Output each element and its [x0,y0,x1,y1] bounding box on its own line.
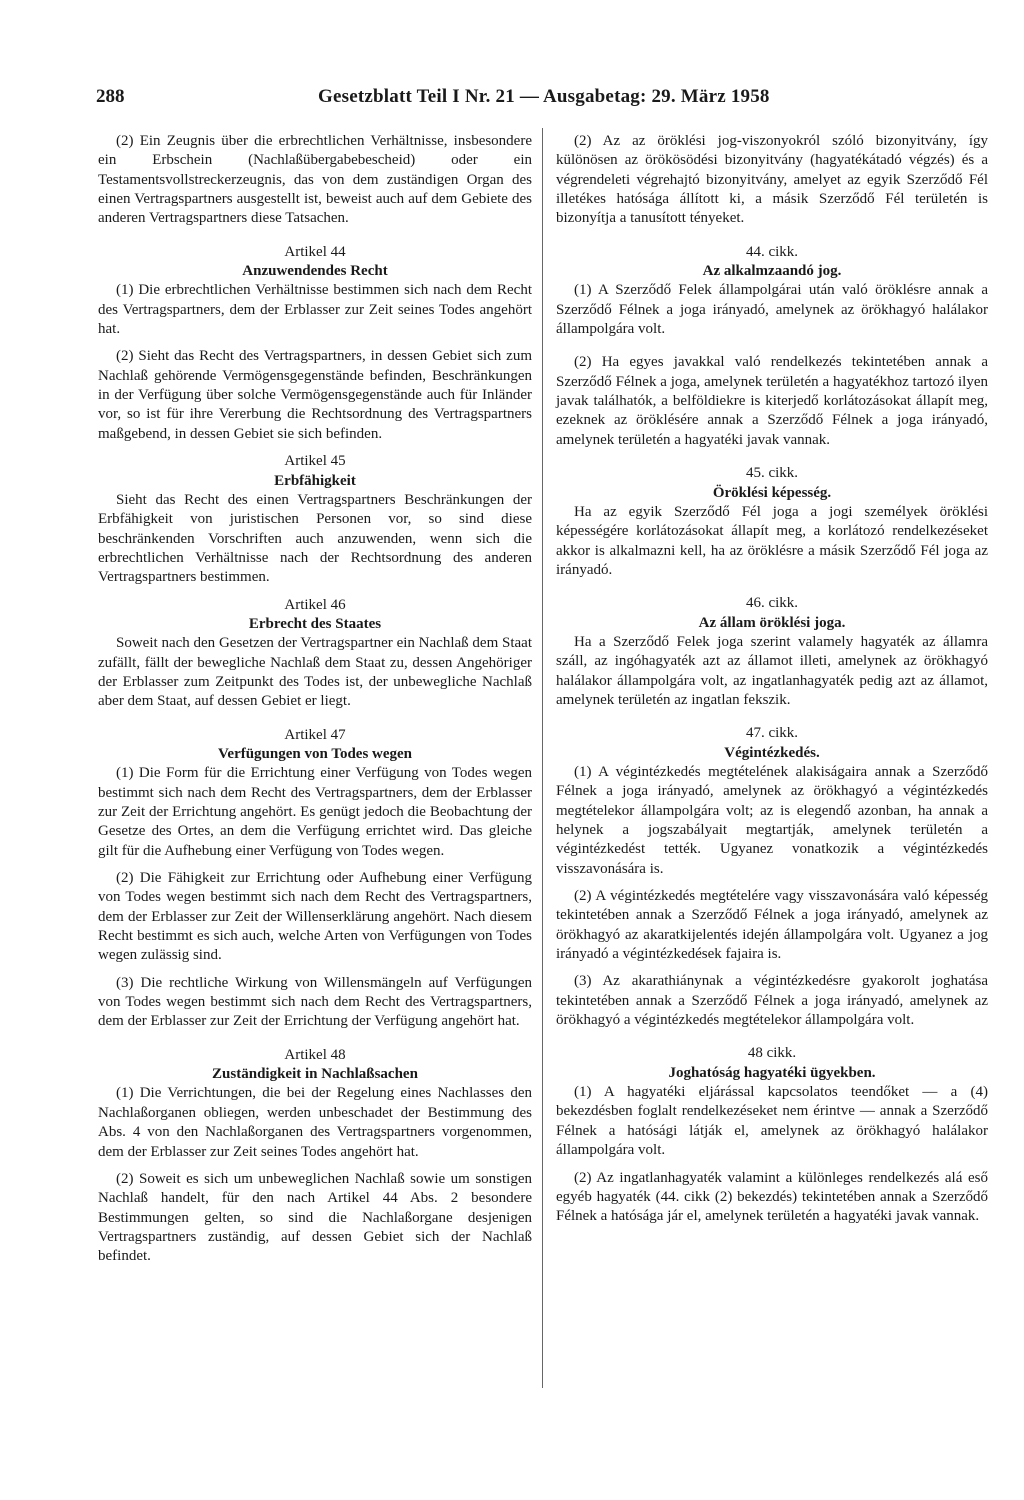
article-number: Artikel 44 [284,243,346,260]
paragraph: Ha az egyik Szerződő Fél joga a jogi személyek öröklési képességére korlátozásokat állapít meg, a korlátozó rendelkezéseket akkor is alkalmazni kell, ha az öröklésre a másik Szerződő Fél joga az irányadó. [556,503,988,578]
article-title: Erbfähigkeit [274,472,356,489]
paragraph: Ha a Szerződő Felek joga szerint valamely hagyaték az államra száll, az ingóhagyaték azt az államot illeti, amelynek az örökhagyó halálakor állampolgára volt, az ingatlanhagyaték pedig azt az államot, amelynek területén az ingatlan fekszik. [556,633,988,708]
paragraph: (3) Die rechtliche Wirkung von Willensmängeln auf Verfügungen von Todes wegen bestimmt sich nach dem Recht des Vertragspartners, dem der Erblasser zur Zeit der Errichtung der Verfügung angehört hat. [98,974,532,1030]
paragraph: (1) A hagyatéki eljárással kapcsolatos teendőket — a (4) bekezdésben foglalt rendelkezéseket nem érintve — annak a Szerződő Félnek a hatósági látják el, amelynek az örökhagyó halálakor állampolgára volt. [556,1084,988,1159]
page-header [96,86,948,112]
hungarian-column [556,132,988,1227]
article-number: 44. cikk. [745,243,799,260]
article-title: Anzuwendendes Recht [242,263,388,280]
article-number: 48 cikk. [747,1045,797,1062]
gazette-title: Gesetzblatt Teil I Nr. 21 — Ausgabetag: 29. März 1958 [318,86,770,107]
article-title: Az alkalmzaandó jog. [702,263,842,280]
article-number: Artikel 45 [284,453,346,470]
paragraph: (2) Die Fähigkeit zur Errichtung oder Aufhebung einer Verfügung von Todes wegen bestimmt sich nach dem Recht des Vertragspartners, dem der Erblasser zur Zeit der Willenserklärung angehört. Nach diesem Recht bestimmt es sich auch, welche Arten von Verfügungen von Todes wegen zulässig sind. [98,870,532,964]
paragraph: (1) Die Verrichtungen, die bei der Regelung eines Nachlasses den Nachlaßorganen obliegen, werden unbeschadet der Bestimmung des Abs. 4 von den Nachlaßorganen des Vertragspartners vorgenommen, dem der Erblasser zur Zeit seines Todes angehört hat. [98,1085,532,1160]
article-title: Zuständigkeit in Nachlaßsachen [212,1066,418,1083]
paragraph: (1) A Szerződő Felek állampolgárai után való öröklésre annak a Szerződő Félnek a joga irányadó, amelynek az örökhagyó halálakor állampolgára volt. [556,282,988,338]
paragraph: (3) Az akarathiánynak a végintézkedésre gyakorolt joghatása tekintetében annak a Szerződő Félnek a joga irányadó, amelynek az örökhagyó a végintézkedés megtételekor állampolgára volt. [556,973,988,1029]
article-title: Erbrecht des Staates [248,615,382,632]
article-title: Öröklési képesség. [712,484,832,501]
paragraph: (2) Ein Zeugnis über die erbrechtlichen Verhältnisse, insbesondere ein Erbschein (Nachlaßübergabebescheid) oder ein Testamentsvollstreckerzeugnis, das von dem zuständigen Organ des einen Vertragspartners ausgestellt ist, beweist auch auf dem Gebiete des anderen Vertragspartners diese Tatsachen. [98,133,532,227]
paragraph: Soweit nach den Gesetzen der Vertragspartner ein Nachlaß dem Staat zufällt, fällt der bewegliche Nachlaß dem Staat zu, dessen Angehöriger der Erblasser zum Zeitpunkt des Todes ist, der unbewegliche Nachlaß aber dem Staat, auf dessen Gebiet er liegt. [98,635,532,710]
article-number: 45. cikk. [745,465,799,482]
article-number: 46. cikk. [745,595,799,612]
paragraph: (1) Die erbrechtlichen Verhältnisse bestimmen sich nach dem Recht des Vertragspartners, dem der Erblasser zur Zeit seines Todes angehört hat. [98,282,532,338]
paragraph: (2) A végintézkedés megtételére vagy visszavonására való képesség tekintetében annak a Szerződő Félnek a joga irányadó, amelynek az örökhagyó az akaratkijelentés idején állampolgára volt. Ugyanez a jog irányadó a végintézkedések fajaira is. [556,888,988,963]
article-title: Végintézkedés. [724,744,820,761]
article-number: Artikel 47 [284,726,346,743]
paragraph: (1) Die Form für die Errichtung einer Verfügung von Todes wegen bestimmt sich nach dem Recht des Vertragspartners, dem der Erblasser zur Zeit der Errichtung angehört. Es genügt jedoch die Beobachtung der Gesetze des Ortes, an dem die Verfügung errichtet wird. Das gleiche gilt für die Aufhebung einer Verfügung von Todes wegen. [98,765,532,859]
paragraph: (2) Az ingatlanhagyaték valamint a különleges rendelkezés alá eső egyéb hagyaték (44. cikk (2) bekezdés) tekintetében annak a Szerződő Félnek a hatósága jár el, amelynek területén a hagyatéki javak vannak. [556,1169,988,1225]
article-title: Verfügungen von Todes wegen [217,745,413,762]
article-number: 47. cikk. [745,725,799,742]
paragraph: (2) Ha egyes javakkal való rendelkezés tekintetében annak a Szerződő Félnek a joga, amelynek területén a hagyatékhoz tartozó ilyen javak találhatók, a belföldiekre is kiterjedő korlátozásokat állapít meg, ezeknek az öröklésére annak a Szerződő Félnek a joga irányadó, amelynek területén a hagyatéki javak vannak. [556,354,988,448]
paragraph: Sieht das Recht des einen Vertragspartners Beschränkungen der Erbfähigkeit von juristischen Personen vor, so sind diese beschränkenden Vorschriften auch anzuwenden, wenn sich die erbrechtlichen Verhältnisse nach der Rechtsordnung des anderen Vertragspartners bestimmen. [98,491,532,586]
article-title: Az állam öröklési joga. [698,614,846,631]
article-number: Artikel 48 [284,1046,346,1063]
paragraph: (2) Sieht das Recht des Vertragspartners, in dessen Gebiet sich zum Nachlaß gehörende Vermögensgegenstände befinden, Beschränkungen in der Verfügung über solche Vermögensgegenstände auch für Inländer vor, so ist für ihre Vererbung die Rechtsordnung des Vertragspartners maßgebend, in dessen Gebiet sie sich befinden. [98,348,532,442]
article-title: Joghatóság hagyatéki ügyekben. [668,1064,876,1081]
paragraph: (2) Az az öröklési jog-viszonyokról szóló bizonyitvány, így különösen az örökösödési bizonyitvány (hagyatékátadó végzés) és a végrendeleti végrehajtó bizonyitvány, amelyet az egyik Szerződő Fél illetékes hatósága állított ki, a másik Szerződő Fél területén is bizonyítja a tanusított tényeket. [556,133,988,227]
paragraph: (1) A végintézkedés megtételének alakiságaira annak a Szerződő Félnek a joga irányadó, amelynek az örökhagyó a végintézkedés megtételekor állampolgára volt; az is elegendő azonban, ha annak a helynek a jogszabályait megtartják, amelynek területén a végintézkedést tették. Ugyanez vonatkozik a végintézkedés visszavonására is. [556,763,988,877]
page-number: 288 [96,86,125,107]
paragraph: (2) Soweit es sich um unbeweglichen Nachlaß sowie um sonstigen Nachlaß handelt, für den nach Artikel 44 Abs. 2 besondere Bestimmungen gelten, so sind die Nachlaßorgane desjenigen Vertragspartners zuständig, auf dessen Gebiet sich der Nachlaß befindet. [98,1170,532,1265]
column-divider [542,128,543,1388]
article-number: Artikel 46 [284,596,346,613]
german-column [98,132,532,1267]
